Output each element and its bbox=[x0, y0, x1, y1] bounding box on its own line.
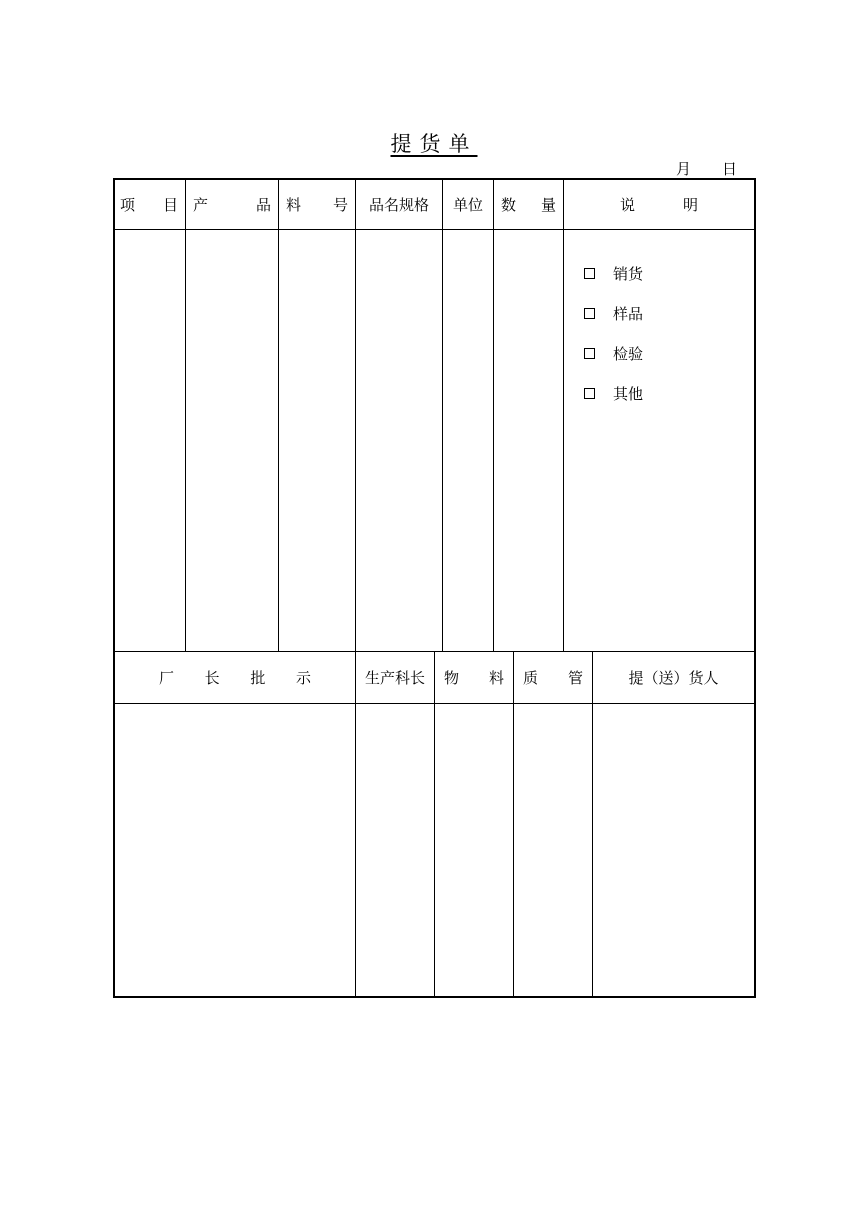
header-pickup-person: 提（送）货人 bbox=[628, 669, 719, 687]
header-quality-control: 质 管 bbox=[523, 669, 583, 687]
header-director-approval: 厂 长 批 示 bbox=[159, 669, 311, 687]
option-sales[interactable]: 销货 bbox=[584, 263, 643, 303]
header-quantity: 数 量 bbox=[501, 196, 556, 214]
date-month-label: 月 bbox=[676, 160, 692, 178]
option-inspection[interactable]: 检验 bbox=[584, 343, 643, 383]
header-material-number: 料 号 bbox=[286, 196, 348, 214]
header-bottom-rule bbox=[113, 229, 756, 230]
form-title: 提货单 bbox=[390, 132, 478, 156]
header-product: 产 品 bbox=[193, 196, 271, 214]
option-sample[interactable]: 样品 bbox=[584, 303, 643, 343]
option-other[interactable]: 其他 bbox=[584, 383, 643, 423]
header-name-spec: 品名规格 bbox=[368, 196, 429, 214]
header-item: 项 目 bbox=[120, 196, 178, 214]
header-unit: 单位 bbox=[452, 196, 483, 214]
date-day-label: 日 bbox=[722, 160, 738, 178]
header-description: 说 明 bbox=[619, 196, 699, 214]
header-materials: 物 料 bbox=[444, 669, 504, 687]
item-entry-area[interactable] bbox=[115, 231, 753, 650]
header-production-chief: 生产科长 bbox=[364, 669, 425, 687]
approval-entry-area[interactable] bbox=[115, 705, 753, 995]
